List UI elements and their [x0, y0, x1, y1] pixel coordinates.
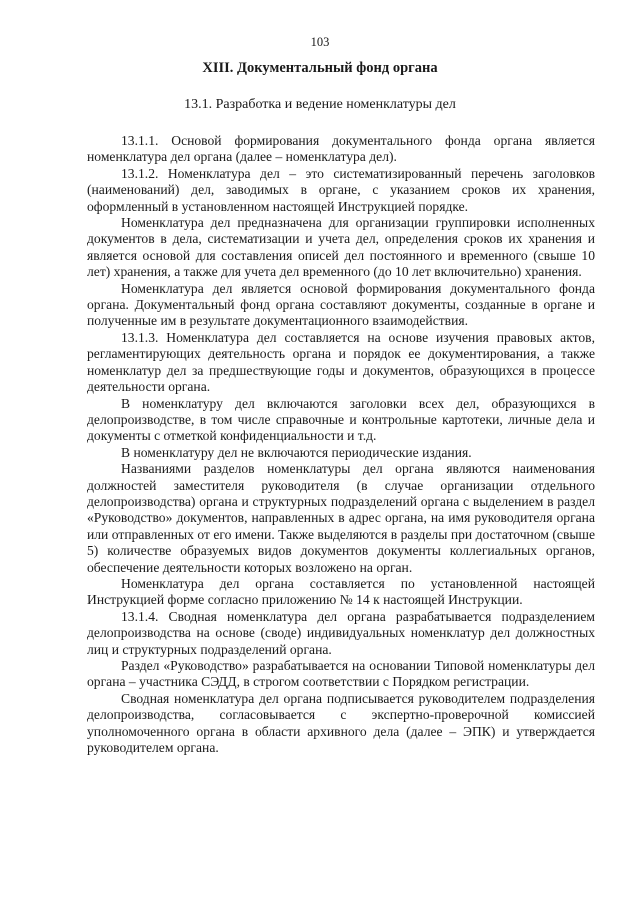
paragraph-13-1-4: 13.1.4. Сводная номенклатура дел органа разрабатывается подразделением делопроизводства на основе (своде) индивидуальных номенклатур дел должностных лиц и структурных подразделений органа.	[87, 608, 595, 657]
paragraph-section-names: Названиями разделов номенклатуры дел органа являются наименования должностей заместителя руководителя (в случае организации отдельного делопроизводства) органа и структурных подразделений органа с выделением в раздел «Руководство» документов, направленных в адрес органа, на имя руководителя органа или отправленных от его имени. Также выделяются в разделы при достаточном (свыше 5) количестве образуемых видов документов документы коллегиальных органов, обеспечение деятельности которых возложено на орган.	[87, 461, 595, 575]
subsection-title: 13.1. Разработка и ведение номенклатуры дел	[184, 97, 456, 112]
paragraph-documentary-fund: Номенклатура дел является основой формирования документального фонда органа. Документальный фонд органа составляют документы, созданные в органе и полученные им в результате документационного взаимодействия.	[87, 280, 595, 329]
section-title: XIII. Документальный фонд органа	[202, 60, 438, 76]
paragraph-leadership-section: Раздел «Руководство» разрабатывается на основании Типовой номенклатуры дел органа – участника СЭДД, в строгом соответствии с Порядком регистрации.	[87, 658, 595, 690]
page-number: 103	[310, 35, 330, 49]
paragraph-form-appendix: Номенклатура дел органа составляется по установленной настоящей Инструкцией форме согласно приложению № 14 к настоящей Инструкции.	[87, 575, 595, 608]
paragraph-13-1-2: 13.1.2. Номенклатура дел – это систематизированный перечень заголовков (наименований) дел, заводимых в органе, с указанием сроков их хранения, оформленный в установленном настоящей Инструкцией порядке.	[87, 165, 595, 214]
paragraph-summary-approval: Сводная номенклатура дел органа подписывается руководителем подразделения делопроизводства, согласовывается с экспертно-проверочной комиссией уполномоченного органа в области архивного дела (далее – ЭПК) и утверждается руководителем органа.	[87, 690, 595, 756]
paragraph-13-1-1: 13.1.1. Основой формирования документального фонда органа является номенклатура дел органа (далее – номенклатура дел).	[87, 133, 595, 165]
document-body	[87, 133, 595, 756]
paragraph-nomenclature-purpose: Номенклатура дел предназначена для организации группировки исполненных документов в дела, систематизации и учета дел, определения сроков их хранения и является основой для составления описей дел постоянного и временного (свыше 10 лет) хранения, а также для учета дел временного (до 10 лет включительно) хранения.	[87, 215, 595, 280]
paragraph-13-1-3: 13.1.3. Номенклатура дел составляется на основе изучения правовых актов, регламентирующих деятельность органа и порядок ее документирования, а также номенклатур дел за предшествующие годы и документов, образующихся в процессе деятельности органа.	[87, 329, 595, 395]
paragraph-excluded-periodicals: В номенклатуру дел не включаются периодические издания.	[121, 444, 472, 460]
paragraph-included-headings: В номенклатуру дел включаются заголовки всех дел, образующихся в делопроизводстве, в том числе справочные и контрольные картотеки, личные дела и документы с отметкой конфиденциальности и т.д.	[87, 395, 595, 444]
